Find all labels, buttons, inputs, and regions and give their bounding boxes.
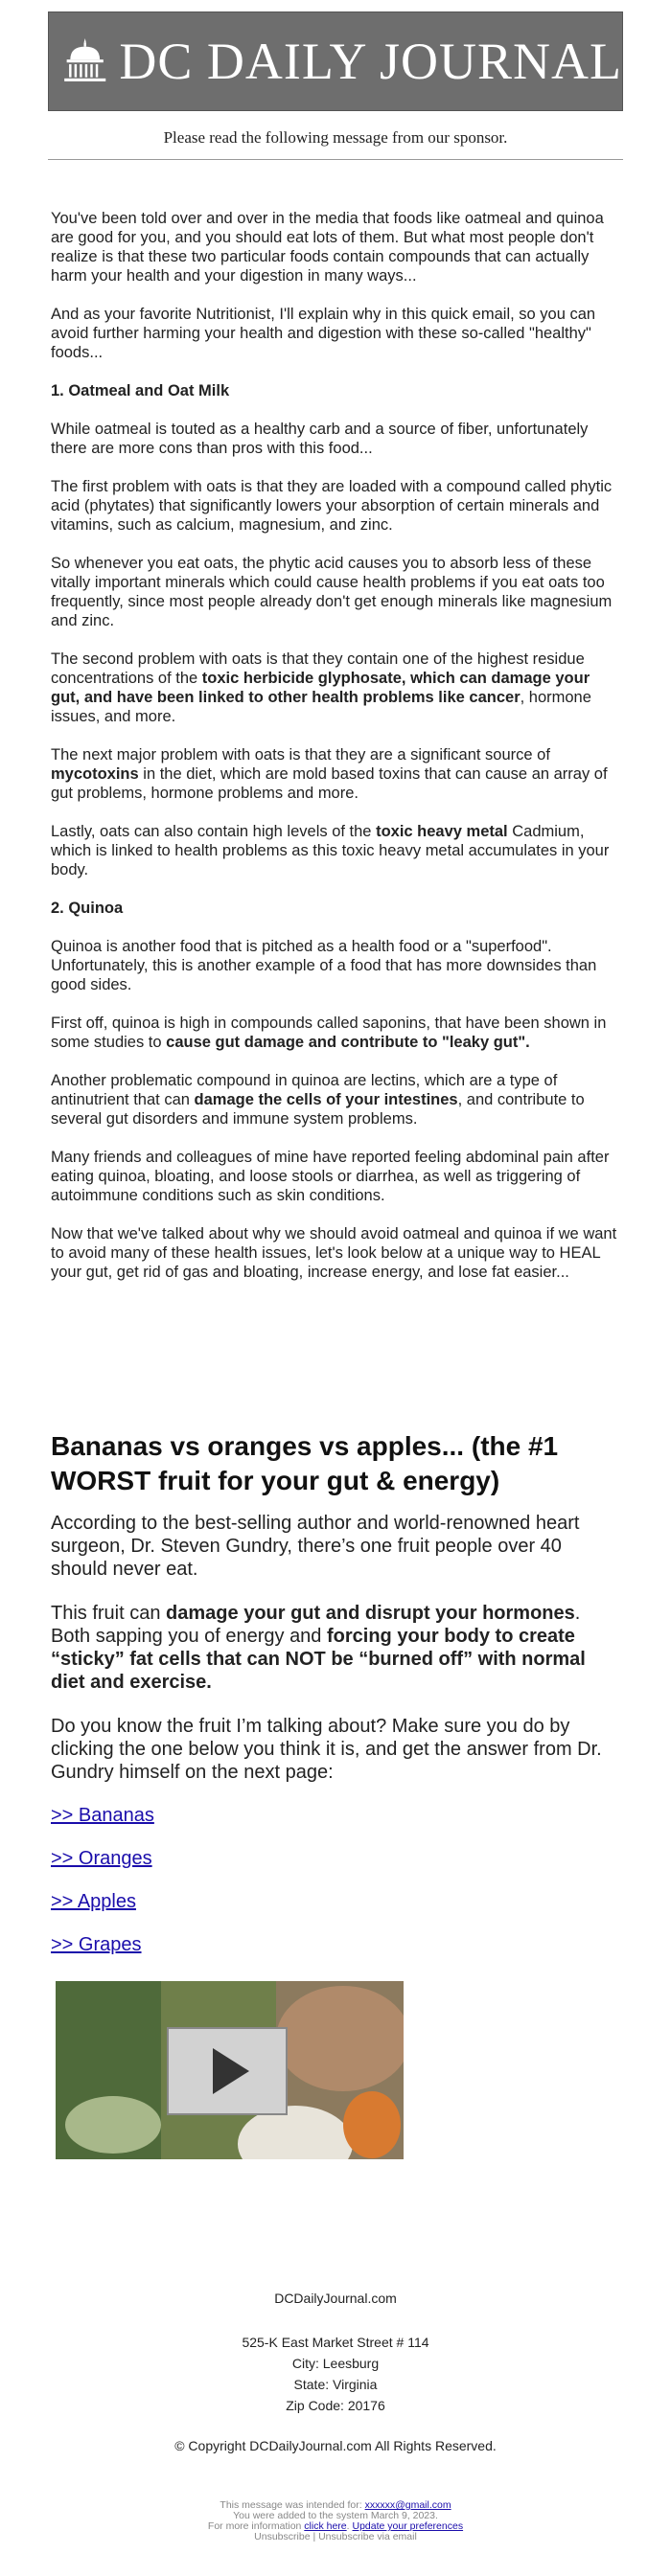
divider <box>48 159 623 160</box>
section-heading: 1. Oatmeal and Oat Milk <box>51 382 230 399</box>
paragraph: You've been told over and over in the media that foods like oatmeal and quinoa are good for you, and you should eat lots of them. But what most people don't realize is that these two particular foods contain compounds that can actually harm your health and your digestion in many ways... <box>51 210 604 285</box>
emphasis: toxic herbicide glyphosate, which can damage your gut, and have been linked to other health problems like cancer <box>51 670 590 706</box>
text: Lastly, oats can also contain high levels of the <box>51 823 377 840</box>
update-preferences-link[interactable]: Update your preferences <box>352 2520 464 2532</box>
link-apples[interactable]: >> Apples <box>51 1891 136 1912</box>
paragraph: The first problem with oats is that they are loaded with a compound called phytic acid (phytates) that significantly lowers your absorption of certain minerals and vitamins, such as calcium, magnesium, and zinc. <box>51 478 613 534</box>
footer-city: City: Leesburg <box>291 2356 380 2371</box>
fineprint-added: You were added to the system March 9, 2023. <box>233 2510 438 2521</box>
emphasis: damage the cells of your intestines <box>194 1091 458 1108</box>
masthead-title: DC DAILY JOURNAL <box>119 33 622 90</box>
paragraph <box>51 745 622 803</box>
text: , hormone issues, and more. <box>51 689 591 725</box>
text: This fruit can <box>51 1603 167 1624</box>
footer-zip: Zip Code: 20176 <box>286 2398 385 2413</box>
paragraph: So whenever you eat oats, the phytic acid causes you to absorb less of these vitally important minerals which could cause health problems if you eat oats too frequently, since most people already don't get enough minerals like magnesium and zinc. <box>51 555 613 629</box>
video-thumbnail[interactable] <box>56 1981 404 2159</box>
emphasis: forcing your body to create “sticky” fat cells that can NOT be “burned off” with normal diet and exercise. <box>51 1626 586 1693</box>
sponsor-ad <box>51 1429 622 1977</box>
paragraph: While oatmeal is touted as a healthy carb and a source of fiber, unfortunately there are more cons than pros with this food... <box>51 421 589 457</box>
paragraph: Many friends and colleagues of mine have reported feeling abdominal pain after eating quinoa, bloating, and loose stools or diarrhea, as well as triggering of autoimmune conditions such as skin conditions. <box>51 1149 610 1204</box>
masthead-banner <box>48 11 623 111</box>
fineprint-unsubscribe[interactable]: Unsubscribe | Unsubscribe via email <box>254 2531 417 2542</box>
text: . <box>346 2520 353 2532</box>
text: This message was intended for: <box>220 2499 365 2511</box>
ad-headline: Bananas vs oranges vs apples... (the #1 WORST fruit for your gut & energy) <box>51 1431 559 1495</box>
footer-site: DCDailyJournal.com <box>274 2291 397 2306</box>
email-link[interactable]: xxxxxx@gmail.com <box>364 2499 451 2511</box>
text: in the diet, which are mold based toxins that can cause an array of gut problems, hormone problems and more. <box>51 765 608 802</box>
paragraph <box>51 822 622 879</box>
section-heading: 2. Quinoa <box>51 900 124 917</box>
text: , and contribute to several gut disorders and immune system problems. <box>51 1091 585 1128</box>
emphasis: mycotoxins <box>51 765 139 783</box>
link-bananas[interactable]: >> Bananas <box>51 1805 154 1826</box>
play-icon <box>169 2029 286 2113</box>
emphasis: toxic heavy metal <box>376 823 508 840</box>
paragraph <box>51 1014 622 1052</box>
paragraph: Quinoa is another food that is pitched as a health food or a "superfood". Unfortunately, this is another example of a food that has more downsides than good sides. <box>51 938 597 993</box>
footer-state: State: Virginia <box>293 2377 378 2392</box>
paragraph: Now that we've talked about why we should avoid oatmeal and quinoa if we want to avoid many of these health issues, let's look below at a unique way to HEAL your gut, get rid of gas and bloating, increase energy, and lose fat easier... <box>51 1225 617 1281</box>
paragraph: And as your favorite Nutritionist, I'll explain why in this quick email, so you can avoid further harming your health and digestion with these so-called "healthy" foods... <box>51 306 596 361</box>
capitol-dome-logo-icon <box>58 20 111 103</box>
play-button[interactable] <box>167 2027 288 2115</box>
article-body <box>51 209 622 1301</box>
emphasis: cause gut damage and contribute to "leaky gut". <box>166 1034 530 1051</box>
sponsor-notice: Please read the following message from our sponsor. <box>163 128 508 147</box>
footer-copyright: © Copyright DCDailyJournal.com All Rights Reserved. <box>174 2438 497 2453</box>
footer-street: 525-K East Market Street # 114 <box>242 2335 429 2350</box>
link-grapes[interactable]: >> Grapes <box>51 1934 142 1955</box>
click-here-link[interactable]: click here <box>304 2520 347 2532</box>
text: For more information <box>207 2520 305 2532</box>
emphasis: damage your gut and disrupt your hormones <box>166 1603 575 1624</box>
text: The second problem with oats is that they contain one of the highest residue concentrations of the <box>51 650 585 687</box>
text: The next major problem with oats is that they are a significant source of <box>51 746 550 764</box>
ad-paragraph: According to the best-selling author and world-renowned heart surgeon, Dr. Steven Gundry, there’s one fruit people over 40 should never eat. <box>51 1513 580 1580</box>
text: Another problematic compound in quinoa are lectins, which are a type of antinutrient that can <box>51 1072 558 1108</box>
text: . Both sapping you of energy and <box>51 1603 581 1647</box>
text: Cadmium, which is linked to health problems as this toxic heavy metal accumulates in your body. <box>51 823 610 878</box>
text: First off, quinoa is high in compounds called saponins, that have been shown in some studies to <box>51 1014 607 1051</box>
paragraph <box>51 650 622 726</box>
ad-paragraph: Do you know the fruit I’m talking about? Make sure you do by clicking the one below you think it is, and get the answer from Dr. Gundry himself on the next page: <box>51 1716 602 1783</box>
ad-paragraph <box>51 1602 622 1694</box>
paragraph <box>51 1071 622 1128</box>
link-oranges[interactable]: >> Oranges <box>51 1848 152 1869</box>
